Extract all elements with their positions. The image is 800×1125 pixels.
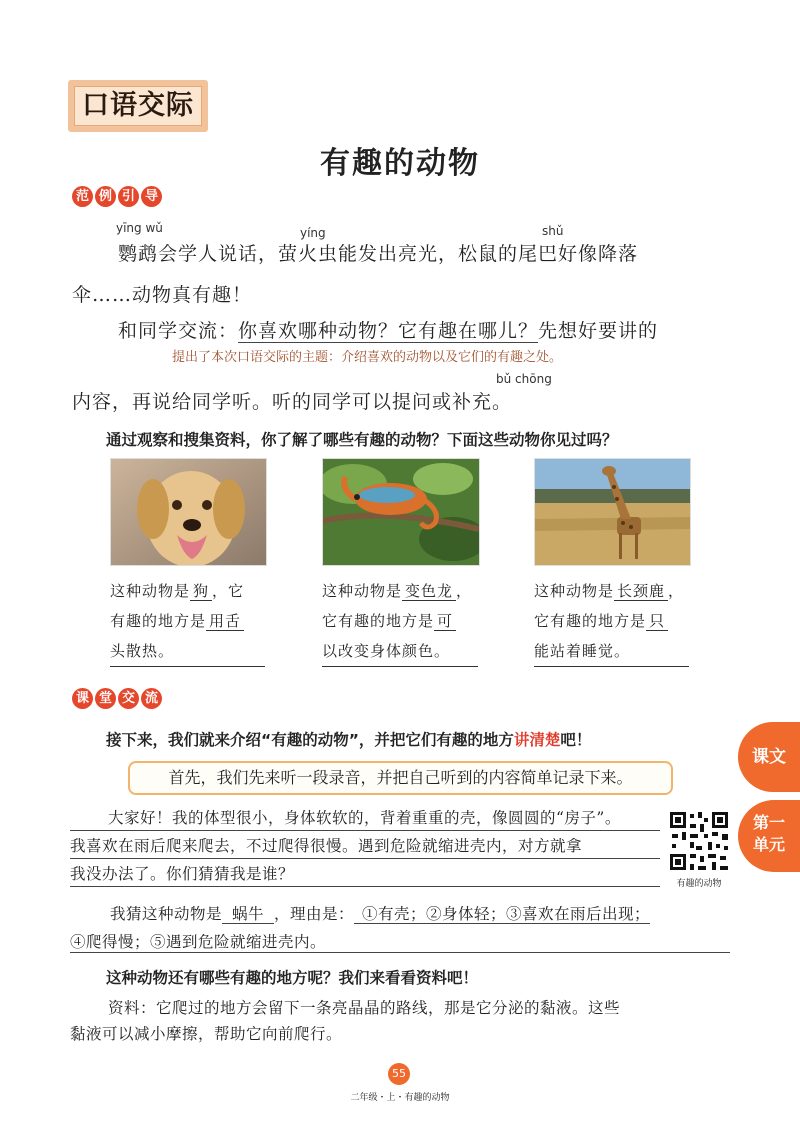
side-tab-text[interactable]: 课文	[738, 722, 800, 792]
unit-label-line: 单元	[752, 835, 785, 854]
caption-answer: 用舌	[206, 612, 244, 631]
caption-answer: 只	[646, 612, 668, 631]
badge-char: 课	[72, 688, 93, 709]
line3-prefix: 和同学交流：	[118, 320, 239, 342]
section-badge-example	[72, 186, 162, 210]
writing-line	[70, 858, 660, 859]
caption-text: 它有趣的地方是	[534, 612, 647, 630]
writing-line	[70, 952, 730, 953]
footer-text: 二年级・上・有趣的动物	[350, 1093, 450, 1103]
pinyin-ying: yíng	[300, 226, 326, 240]
guess-reason: ①有壳；②身体轻；③喜欢在雨后出现；	[354, 905, 650, 924]
line3-suffix: 先想好要讲的	[538, 320, 659, 342]
pinyin-buchong: bǔ chōng	[496, 372, 552, 386]
chameleon-photo	[322, 458, 480, 566]
observation-prompt: 通过观察和搜集资料，你了解了哪些有趣的动物？下面这些动物你见过吗？	[106, 431, 618, 449]
intro-text: 接下来，我们就来介绍“有趣的动物”，并把它们有趣的地方	[106, 731, 514, 749]
guess-text: 我猜这种动物是	[110, 905, 223, 923]
qr-label: 有趣的动物	[676, 879, 722, 889]
intro-emphasis: 讲清楚	[513, 731, 561, 749]
unit-label-line: 第一	[752, 813, 785, 832]
story-line-3: 我没办法了。你们猜猜我是谁？	[70, 865, 295, 883]
caption-text: 这种动物是	[110, 582, 191, 600]
caption-text: ，它	[212, 582, 245, 600]
writing-line	[70, 830, 660, 831]
guess-line-1	[110, 902, 650, 924]
guess-text: ，理由是：	[274, 905, 355, 923]
highlighted-theme: 你喜欢哪种动物？它有趣在哪儿？	[238, 320, 539, 342]
example-line-3	[118, 316, 658, 343]
caption-text: 有趣的地方是	[110, 612, 207, 630]
story-line-1: 大家好！我的体型很小，身体软软的，背着重重的壳，像圆圆的“房子”。	[108, 809, 621, 827]
caption-answer: 可	[434, 612, 456, 631]
caption-answer: 变色龙	[402, 582, 456, 601]
guess-line-2: ④爬得慢；⑤遇到危险就缩进壳内。	[70, 933, 327, 951]
badge-char: 交	[118, 688, 139, 709]
giraffe-photo	[534, 458, 691, 566]
badge-char: 范	[72, 186, 93, 207]
caption-answer: 狗	[190, 582, 212, 601]
caption-answer: 头散热。	[110, 642, 175, 660]
animal-caption-chameleon	[322, 576, 487, 667]
caption-text: 这种动物是	[534, 582, 615, 600]
caption-answer: 以改变身体颜色。	[322, 642, 451, 660]
story-line-2: 我喜欢在雨后爬来爬去，不过爬得很慢。遇到危险就缩进壳内，对方就拿	[70, 837, 583, 855]
lesson-tag: 口语交际	[82, 90, 194, 121]
example-line-1: 鹦鹉会学人说话，萤火虫能发出亮光，松鼠的尾巴好像降落	[118, 243, 639, 265]
side-tab-unit[interactable]	[738, 800, 800, 872]
info-line-1: 资料：它爬过的地方会留下一条亮晶晶的路线，那是它分泌的黏液。这些	[108, 999, 621, 1017]
badge-char: 导	[141, 186, 162, 207]
pinyin-yingwu: yīng wǔ	[116, 221, 163, 235]
example-line-4: 内容，再说给同学听。听的同学可以提问或补充。	[72, 391, 513, 413]
pinyin-shu: shǔ	[542, 224, 564, 238]
intro-text: 吧！	[560, 731, 592, 749]
writing-line	[70, 886, 660, 887]
caption-text: 它有趣的地方是	[322, 612, 435, 630]
caption-answer: 能站着睡觉。	[534, 642, 631, 660]
theme-annotation: 提出了本次口语交际的主题：介绍喜欢的动物以及它们的有趣之处。	[172, 350, 563, 365]
badge-char: 堂	[95, 688, 116, 709]
caption-answer: 长颈鹿	[614, 582, 668, 601]
page-number: 55	[388, 1063, 410, 1085]
section-badge-classroom	[72, 688, 162, 712]
caption-text: ，	[456, 582, 473, 600]
example-line-2: 伞……动物真有趣！	[72, 284, 253, 306]
info-line-2: 黏液可以减小摩擦，帮助它向前爬行。	[70, 1025, 343, 1043]
more-info-prompt: 这种动物还有哪些有趣的地方呢？我们来看看资料吧！	[106, 969, 479, 987]
page-title: 有趣的动物	[320, 146, 480, 181]
badge-char: 流	[141, 688, 162, 709]
qr-code-icon[interactable]	[668, 810, 730, 872]
animal-caption-giraffe	[534, 576, 699, 667]
badge-char: 例	[95, 186, 116, 207]
dog-photo	[110, 458, 267, 566]
listening-hint-box: 首先，我们先来听一段录音，并把自己听到的内容简单记录下来。	[128, 761, 673, 795]
classroom-intro	[106, 728, 591, 750]
caption-text: 这种动物是	[322, 582, 403, 600]
caption-text: ，	[668, 582, 685, 600]
animal-caption-dog	[110, 576, 270, 667]
guess-answer: 蜗牛	[222, 905, 274, 924]
badge-char: 引	[118, 186, 139, 207]
